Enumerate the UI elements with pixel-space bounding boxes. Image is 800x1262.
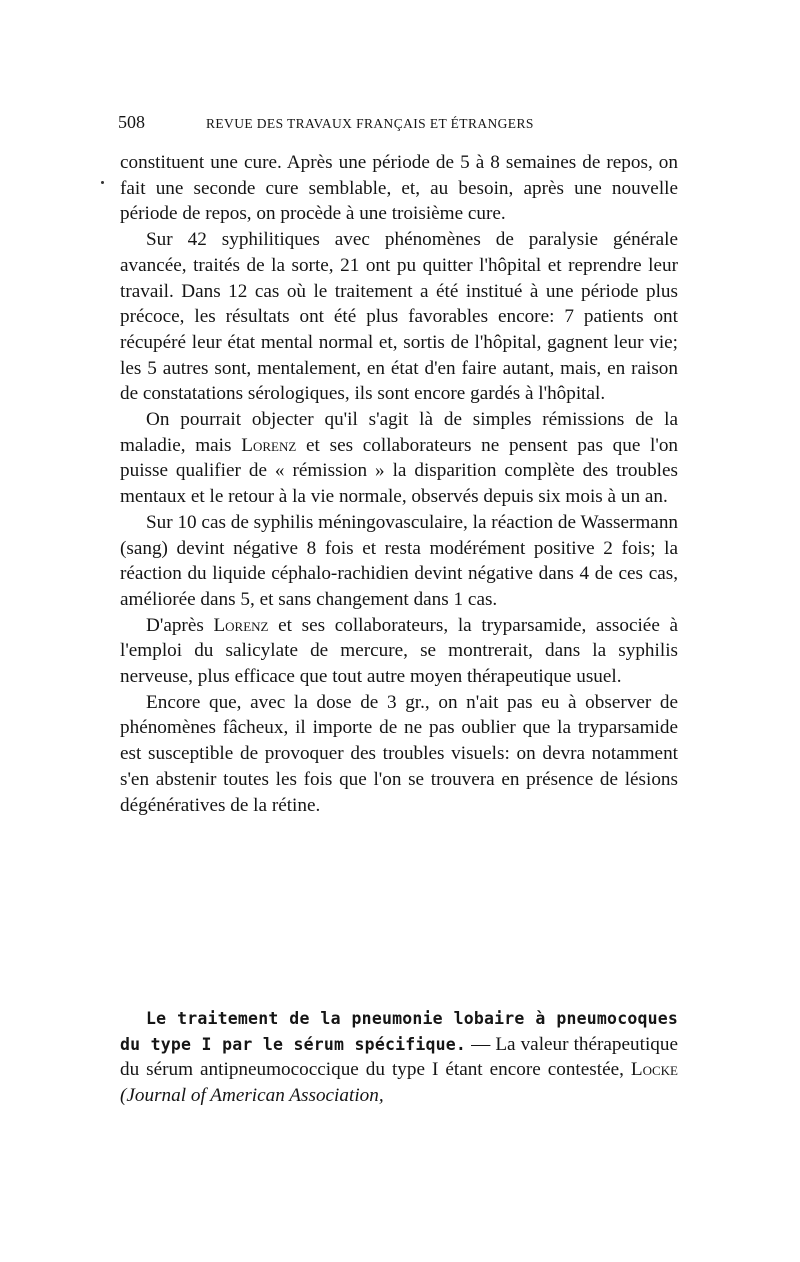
page-number: 508: [118, 112, 145, 132]
paragraph-3-start: On pourrait objecter qu'il s'agit là de simples rémissions de la maladie, mais: [120, 409, 678, 456]
article-paragraph: [120, 1006, 678, 1109]
author-name-lorenz: Lorenz: [241, 434, 297, 456]
page-header: [118, 112, 678, 138]
author-name-lorenz: Lorenz: [213, 614, 269, 636]
paragraph-6: Encore que, avec la dose de 3 gr., on n'ait pas eu à observer de phénomènes fâcheux, il importe de ne pas oublier que la tryparsamide est susceptible de provoquer des troubles visuels: on devra notamment s'en abstenir toutes les fois que l'on se trouvera en présence de lésions dégénératives de la rétine.: [120, 691, 678, 816]
title-dash: —: [466, 1033, 496, 1055]
margin-mark: [101, 181, 104, 184]
running-head: REVUE DES TRAVAUX FRANÇAIS ET ÉTRANGERS: [206, 116, 534, 131]
body-text: [120, 150, 678, 818]
paragraph-5-start: D'après: [146, 614, 204, 636]
next-article: [120, 1006, 678, 1109]
paragraph-4: Sur 10 cas de syphilis méningovasculaire, la réaction de Wassermann (sang) devint négative 8 fois et resta modérément positive 2 fois; la réaction du liquide céphalo-rachidien devint négative dans 4 de ces cas, améliorée dans 5, et sans changement dans 1 cas.: [120, 511, 679, 610]
paragraph-1: constituent une cure. Après une période de 5 à 8 semaines de repos, on fait une seconde cure semblable, et, au besoin, après une nouvelle période de repos, on procède à une troisième cure.: [120, 152, 678, 225]
paragraph-3-end: et ses collaborateurs ne pensent pas que l'on puisse qualifier de « rémission » la disparition complète des troubles mentaux et le retour à la vie normale, observés depuis six mois à un an.: [120, 434, 679, 508]
paragraph-2: Sur 42 syphilitiques avec phénomènes de paralysie générale avancée, traités de la sorte, 21 ont pu quitter l'hôpital et reprendre leur travail. Dans 12 cas où le traitement a été institué à une période plus précoce, les résultats ont été plus favorables encore: 7 patients ont récupéré leur état mental normal et, sortis de l'hôpital, gagnent leur vie; les 5 autres sont, mentalement, en état d'en faire autant, mais, en raison de constatations sérologiques, ils sont encore gardés à l'hôpital.: [120, 229, 678, 405]
paragraph-5: [120, 613, 678, 690]
author-name-locke: Locke: [630, 1059, 678, 1081]
paragraph-5-end: et ses collaborateurs, la tryparsamide, associée à l'emploi du salicylate de mercure, se montrerait, dans la syphilis nerveuse, plus efficace que tout autre moyen thérapeutique usuel.: [120, 614, 678, 688]
paragraph-3: [120, 407, 678, 510]
article-title: Le traitement de la pneumonie lobaire à pneumocoques du type I par le sérum spécifique.: [120, 1009, 678, 1054]
journal-citation: (Journal of American Association,: [120, 1085, 384, 1107]
article-text: La valeur thérapeutique du sérum antipneumococcique du type I étant encore contestée,: [120, 1033, 678, 1081]
